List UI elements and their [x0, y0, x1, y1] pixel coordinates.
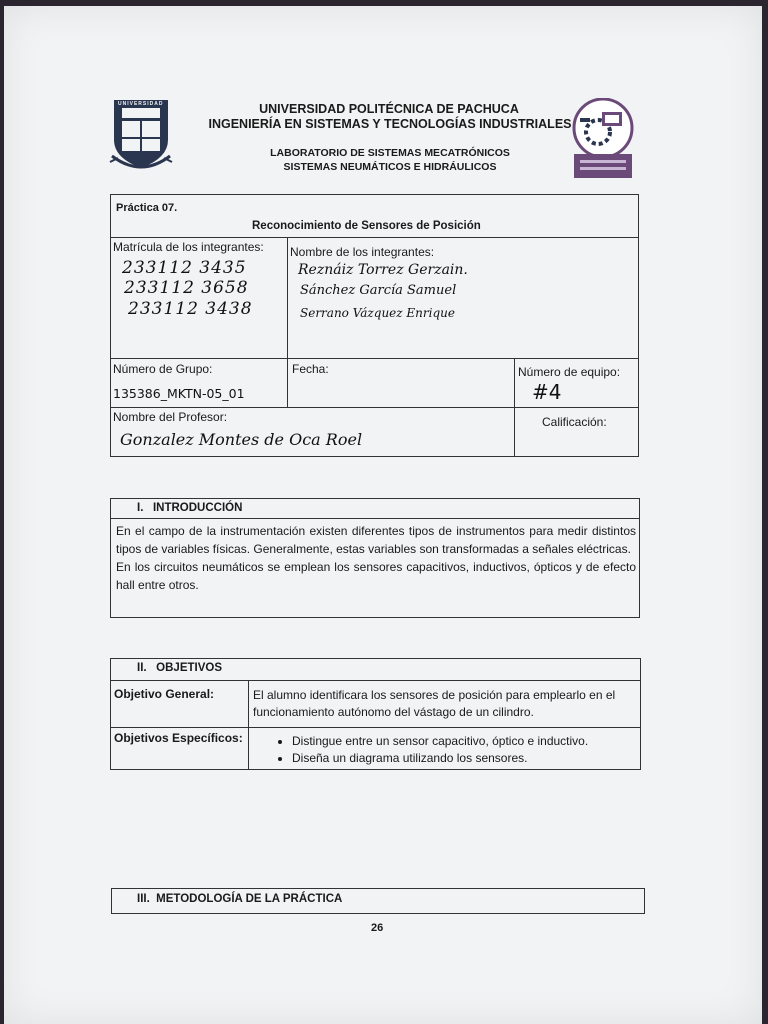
member-name-3: Serrano Vázquez Enrique [300, 306, 455, 320]
group-value: 135386_MKTN-05_01 [113, 386, 245, 401]
general-objective-text: El alumno identificara los sensores de posición para emplearlo en el funcionamiento autónomo del vástago de un cilindro. [253, 688, 616, 719]
matricula-label: Matrícula de los integrantes: [113, 240, 264, 254]
objectives-heading: II. OBJETIVOS [137, 662, 222, 674]
practice-title: Reconocimiento de Sensores de Posición [252, 220, 481, 232]
matricula-2: 233112 3658 [124, 278, 249, 298]
general-objective-label: Objetivo General: [114, 687, 215, 701]
seal-lettering: UNIVERSIDAD [118, 101, 164, 107]
page-number: 26 [371, 922, 384, 934]
names-label: Nombre de los integrantes: [290, 245, 435, 259]
introduction-paragraph-1: En el campo de la instrumentación existen diferentes tipos de instrumentos para medir distintos tipos de variables físicas. Generalmente, estas variables son transformadas a señales eléctricas. [116, 524, 636, 556]
member-name-1: Reznáiz Torrez Gerzain. [298, 262, 468, 278]
subject-name: SISTEMAS NEUMÁTICOS E HIDRÁULICOS [283, 161, 497, 173]
university-name: UNIVERSIDAD POLITÉCNICA DE PACHUCA [259, 102, 519, 116]
team-value: #4 [532, 380, 562, 404]
matricula-1: 233112 3435 [122, 258, 247, 278]
practice-number: Práctica 07. [116, 202, 178, 214]
team-label: Número de equipo: [518, 365, 621, 379]
grade-label: Calificación: [542, 415, 607, 429]
specific-objective-item: • Distingue entre un sensor capacitivo, óptico e inductivo. [292, 733, 632, 750]
group-label: Número de Grupo: [113, 362, 213, 376]
program-name: INGENIERÍA EN SISTEMAS Y TECNOLOGÍAS INDUSTRIALES [208, 117, 572, 131]
professor-name: Gonzalez Montes de Oca Roel [120, 430, 363, 449]
matricula-3: 233112 3438 [128, 299, 253, 319]
lab-name: LABORATORIO DE SISTEMAS MECATRÓNICOS [270, 147, 510, 159]
specific-objective-item: • Diseña un diagrama utilizando los sensores. [292, 750, 632, 767]
member-name-2: Sánchez García Samuel [300, 283, 457, 298]
date-label: Fecha: [292, 362, 329, 376]
introduction-paragraph-2: En los circuitos neumáticos se emplean los sensores capacitivos, inductivos, ópticos y de efecto hall entre otros. [116, 560, 636, 592]
professor-label: Nombre del Profesor: [113, 410, 228, 424]
specific-objectives-list [272, 733, 632, 767]
methodology-heading: III. METODOLOGÍA DE LA PRÁCTICA [137, 893, 343, 905]
specific-objectives-label: Objetivos Específicos: [114, 731, 243, 745]
introduction-heading: I. INTRODUCCIÓN [137, 502, 243, 514]
introduction-text [116, 522, 636, 594]
